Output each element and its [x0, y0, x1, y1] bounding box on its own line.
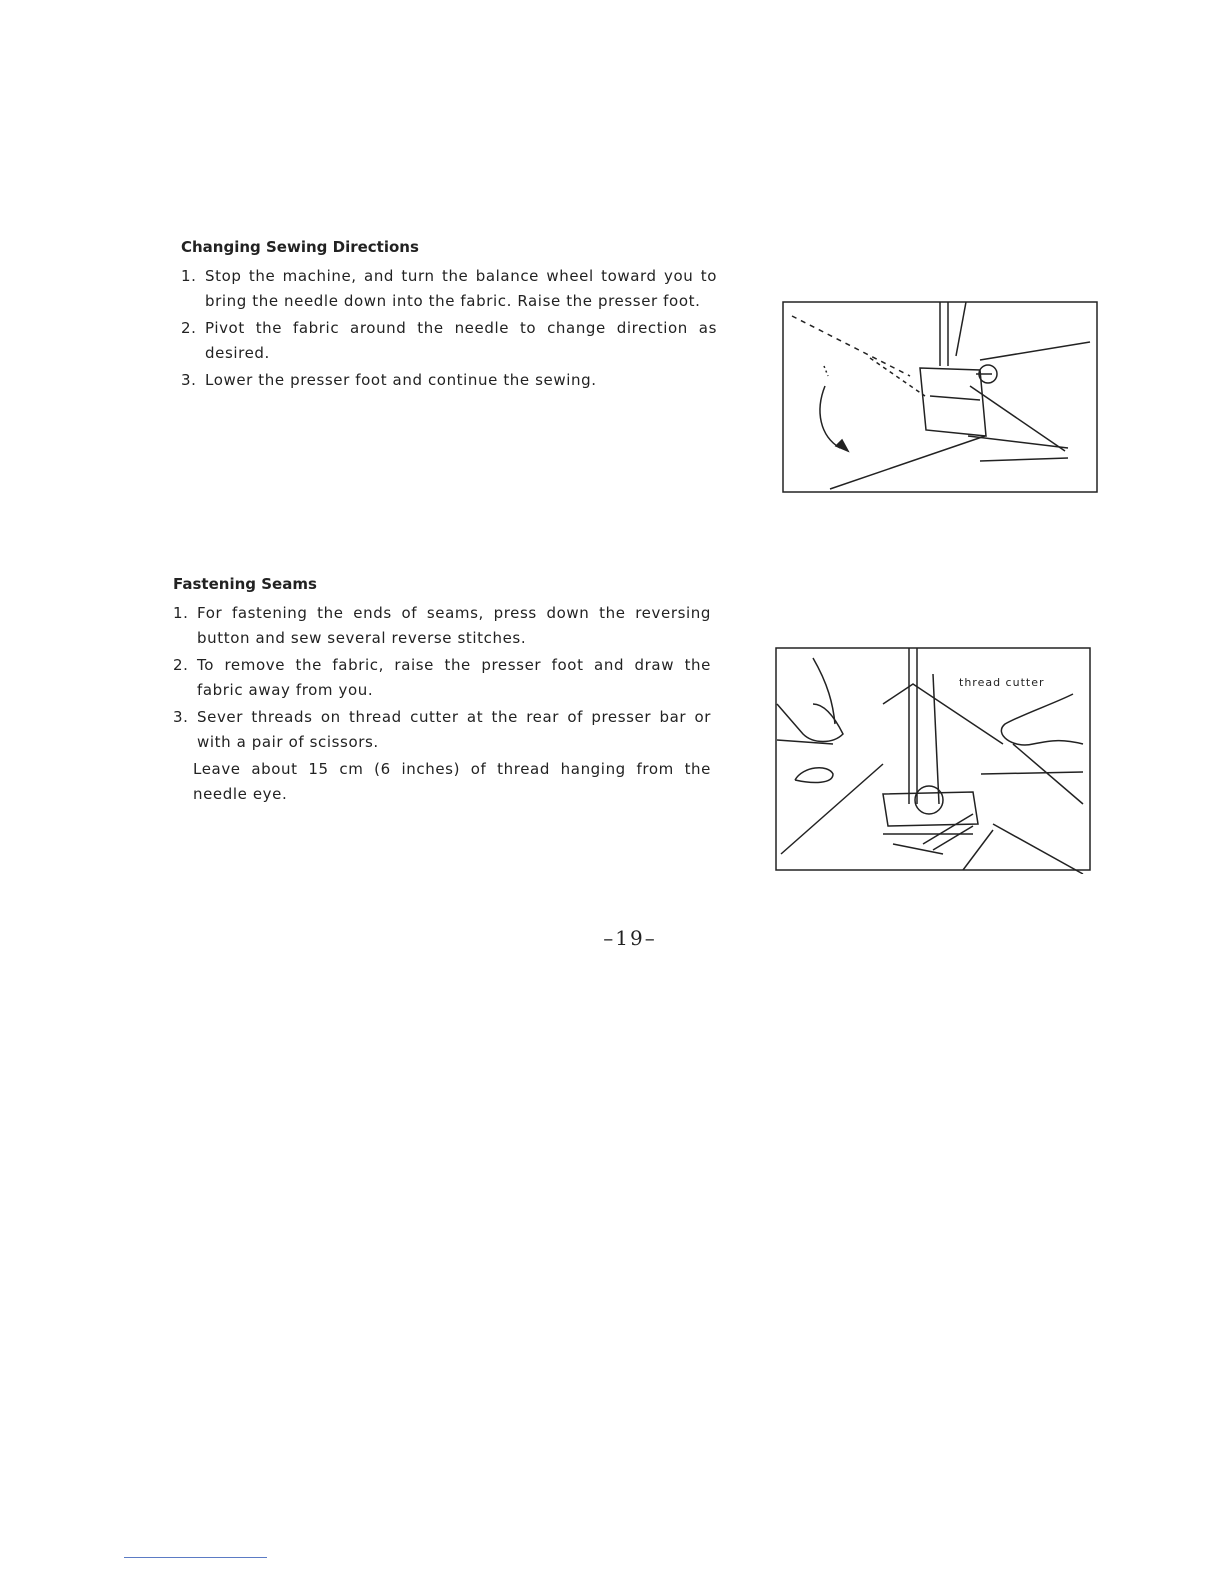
changing-directions-section — [181, 238, 717, 395]
list-item: 2. To remove the fabric, raise the presser foot and draw the fabric away from you. — [173, 656, 711, 699]
pivot-fabric-illustration — [780, 296, 1100, 500]
section-heading: Changing Sewing Directions — [181, 238, 419, 256]
footer-rule — [124, 1557, 267, 1558]
fastening-seams-section — [173, 575, 711, 807]
instruction-list — [181, 264, 717, 393]
list-item: 2. Pivot the fabric around the needle to change direction as desired. — [181, 319, 717, 362]
list-item: 3. Sever threads on thread cutter at the rear of presser bar or with a pair of scissors. — [173, 708, 711, 751]
instruction-list — [173, 601, 711, 755]
thread-length-note: Leave about 15 cm (6 inches) of thread hanging from the needle eye. — [193, 760, 711, 803]
thread-cutter-illustration — [773, 644, 1093, 878]
page-number: –19– — [603, 926, 657, 950]
list-item: 1. Stop the machine, and turn the balance wheel toward you to bring the needle down into the fabric. Raise the presser foot. — [181, 267, 717, 310]
section-heading: Fastening Seams — [173, 575, 317, 593]
list-item: 3. Lower the presser foot and continue the sewing. — [181, 371, 597, 389]
list-item: 1. For fastening the ends of seams, press down the reversing button and sew several reverse stitches. — [173, 604, 711, 647]
thread-cutter-label: thread cutter — [959, 676, 1045, 689]
